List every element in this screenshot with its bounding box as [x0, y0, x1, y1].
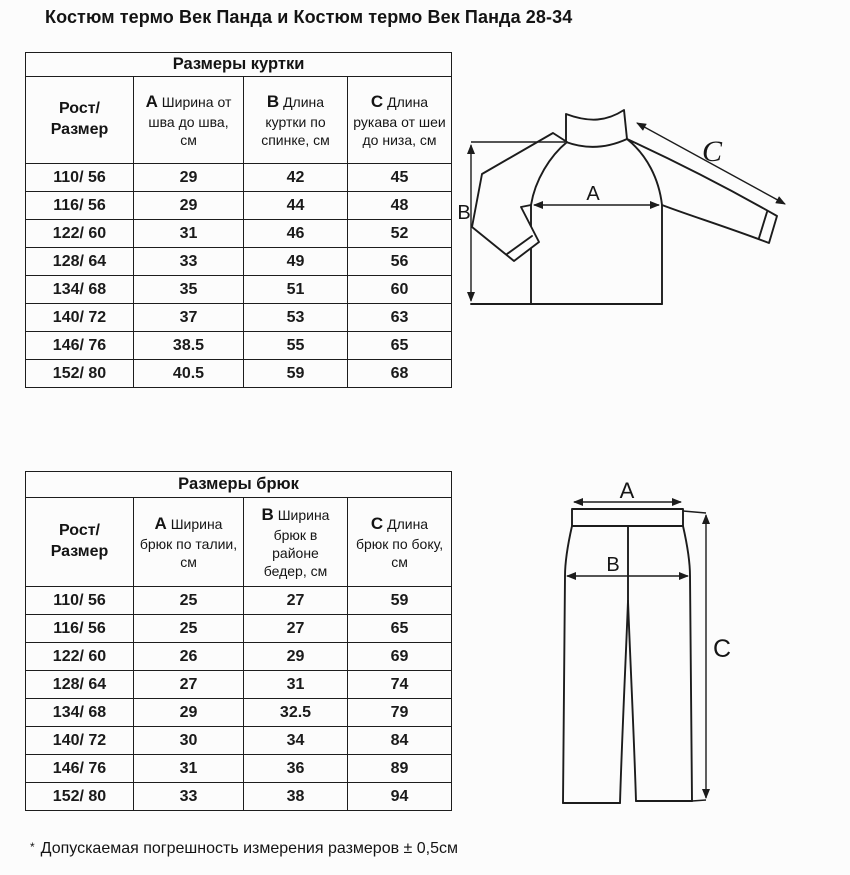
- table-row: [26, 192, 452, 220]
- value-cell: 68: [348, 360, 452, 388]
- pants-dimension-label-a: A: [619, 478, 635, 503]
- size-cell: 116/ 56: [26, 192, 134, 220]
- value-cell: 25: [134, 587, 244, 615]
- value-cell: 31: [134, 220, 244, 248]
- size-cell: 110/ 56: [26, 164, 134, 192]
- pants-size-table: [25, 471, 452, 811]
- value-cell: 29: [244, 643, 348, 671]
- footnote-asterisk: *: [30, 840, 35, 854]
- value-cell: 51: [244, 276, 348, 304]
- table-row: [26, 643, 452, 671]
- table-row: [26, 783, 452, 811]
- value-cell: 89: [348, 755, 452, 783]
- value-cell: 52: [348, 220, 452, 248]
- size-cell: 152/ 80: [26, 783, 134, 811]
- column-label: Длина брюк по боку, см: [355, 515, 444, 571]
- column-label: Ширина брюк в районе бедер, см: [263, 506, 330, 580]
- value-cell: 37: [134, 304, 244, 332]
- table-row: [26, 671, 452, 699]
- table-row: [26, 699, 452, 727]
- footnote-text: Допускаемая погрешность измерения размеров ± 0,5см: [40, 840, 459, 857]
- dimension-letter: A: [145, 91, 158, 111]
- pants-right-inner-edge: [628, 601, 636, 801]
- value-cell: 27: [134, 671, 244, 699]
- column-header-b: [244, 498, 348, 587]
- table-row: [26, 360, 452, 388]
- column-header-size: Рост/Размер: [26, 498, 134, 587]
- column-label: Ширина от шва до шва, см: [148, 93, 232, 149]
- value-cell: 69: [348, 643, 452, 671]
- value-cell: 38: [244, 783, 348, 811]
- value-cell: 44: [244, 192, 348, 220]
- tolerance-footnote: [30, 840, 458, 858]
- table-row: [26, 332, 452, 360]
- size-cell: 152/ 80: [26, 360, 134, 388]
- jacket-dimension-label-c: C: [701, 135, 723, 168]
- value-cell: 60: [348, 276, 452, 304]
- value-cell: 55: [244, 332, 348, 360]
- size-cell: 128/ 64: [26, 248, 134, 276]
- dimension-letter: C: [370, 91, 384, 111]
- value-cell: 36: [244, 755, 348, 783]
- value-cell: 29: [134, 699, 244, 727]
- table-row: [26, 220, 452, 248]
- size-cell: 140/ 72: [26, 727, 134, 755]
- pants-dimension-label-c: C: [713, 635, 732, 663]
- value-cell: 30: [134, 727, 244, 755]
- value-cell: 31: [134, 755, 244, 783]
- column-header-b: [244, 77, 348, 164]
- jacket-size-table: [25, 52, 452, 388]
- size-cell: 134/ 68: [26, 699, 134, 727]
- value-cell: 25: [134, 615, 244, 643]
- page-title: Костюм термо Век Панда и Костюм термо Век Панда 28-34: [45, 7, 573, 27]
- table-row: [26, 276, 452, 304]
- value-cell: 59: [244, 360, 348, 388]
- value-cell: 33: [134, 248, 244, 276]
- value-cell: 65: [348, 332, 452, 360]
- column-header-c: [348, 498, 452, 587]
- value-cell: 33: [134, 783, 244, 811]
- value-cell: 45: [348, 164, 452, 192]
- size-cell: 116/ 56: [26, 615, 134, 643]
- jacket-left-sleeve: [472, 133, 567, 261]
- jacket-table-caption: Размеры куртки: [26, 53, 452, 77]
- pants-table-caption-row: [26, 472, 452, 498]
- column-label: Длина куртки по спинке, см: [261, 93, 330, 149]
- pants-table-caption: Размеры брюк: [26, 472, 452, 498]
- table-row: [26, 304, 452, 332]
- jacket-table-header-row: [26, 77, 452, 164]
- dimension-letter: A: [154, 513, 167, 533]
- size-cell: 128/ 64: [26, 671, 134, 699]
- size-cell: 140/ 72: [26, 304, 134, 332]
- value-cell: 79: [348, 699, 452, 727]
- value-cell: 27: [244, 615, 348, 643]
- pants-left-outer-edge: [563, 526, 572, 803]
- table-row: [26, 248, 452, 276]
- jacket-table-caption-row: [26, 53, 452, 77]
- value-cell: 31: [244, 671, 348, 699]
- column-header-c: [348, 77, 452, 164]
- value-cell: 26: [134, 643, 244, 671]
- jacket-diagram: [455, 95, 850, 325]
- pants-table-header-row: [26, 498, 452, 587]
- size-cell: 134/ 68: [26, 276, 134, 304]
- value-cell: 46: [244, 220, 348, 248]
- pants-left-inner-edge: [620, 601, 628, 803]
- column-label: Длина рукава от шеи до низа, см: [353, 93, 446, 149]
- dimension-letter: B: [266, 91, 280, 111]
- dimension-letter: B: [261, 504, 274, 524]
- value-cell: 34: [244, 727, 348, 755]
- jacket-collar: [566, 110, 627, 147]
- jacket-dimension-label-b: B: [457, 202, 471, 224]
- pants-dimension-label-b: B: [606, 554, 620, 576]
- measure-extension-line-bottom: [692, 800, 706, 801]
- column-header-a: [134, 498, 244, 587]
- size-cell: 146/ 76: [26, 332, 134, 360]
- column-header-a: [134, 77, 244, 164]
- value-cell: 84: [348, 727, 452, 755]
- value-cell: 53: [244, 304, 348, 332]
- size-cell: 146/ 76: [26, 755, 134, 783]
- table-row: [26, 727, 452, 755]
- value-cell: 35: [134, 276, 244, 304]
- value-cell: 74: [348, 671, 452, 699]
- table-row: [26, 755, 452, 783]
- size-cell: 122/ 60: [26, 643, 134, 671]
- jacket-dimension-label-a: A: [586, 183, 600, 205]
- table-row: [26, 587, 452, 615]
- table-row: [26, 615, 452, 643]
- size-cell: 122/ 60: [26, 220, 134, 248]
- value-cell: 94: [348, 783, 452, 811]
- dimension-letter: C: [370, 513, 384, 533]
- value-cell: 65: [348, 615, 452, 643]
- value-cell: 40.5: [134, 360, 244, 388]
- value-cell: 48: [348, 192, 452, 220]
- value-cell: 56: [348, 248, 452, 276]
- column-header-size: Рост/Размер: [26, 77, 134, 164]
- measure-extension-line-top: [683, 511, 706, 513]
- pants-waistband: [572, 509, 683, 526]
- value-cell: 29: [134, 192, 244, 220]
- size-cell: 110/ 56: [26, 587, 134, 615]
- value-cell: 59: [348, 587, 452, 615]
- value-cell: 42: [244, 164, 348, 192]
- value-cell: 49: [244, 248, 348, 276]
- value-cell: 32.5: [244, 699, 348, 727]
- value-cell: 63: [348, 304, 452, 332]
- value-cell: 27: [244, 587, 348, 615]
- pants-right-outer-edge: [683, 526, 692, 801]
- table-row: [26, 164, 452, 192]
- value-cell: 29: [134, 164, 244, 192]
- column-label: Ширина брюк по талии, см: [139, 515, 238, 571]
- value-cell: 38.5: [134, 332, 244, 360]
- pants-diagram: [500, 470, 850, 850]
